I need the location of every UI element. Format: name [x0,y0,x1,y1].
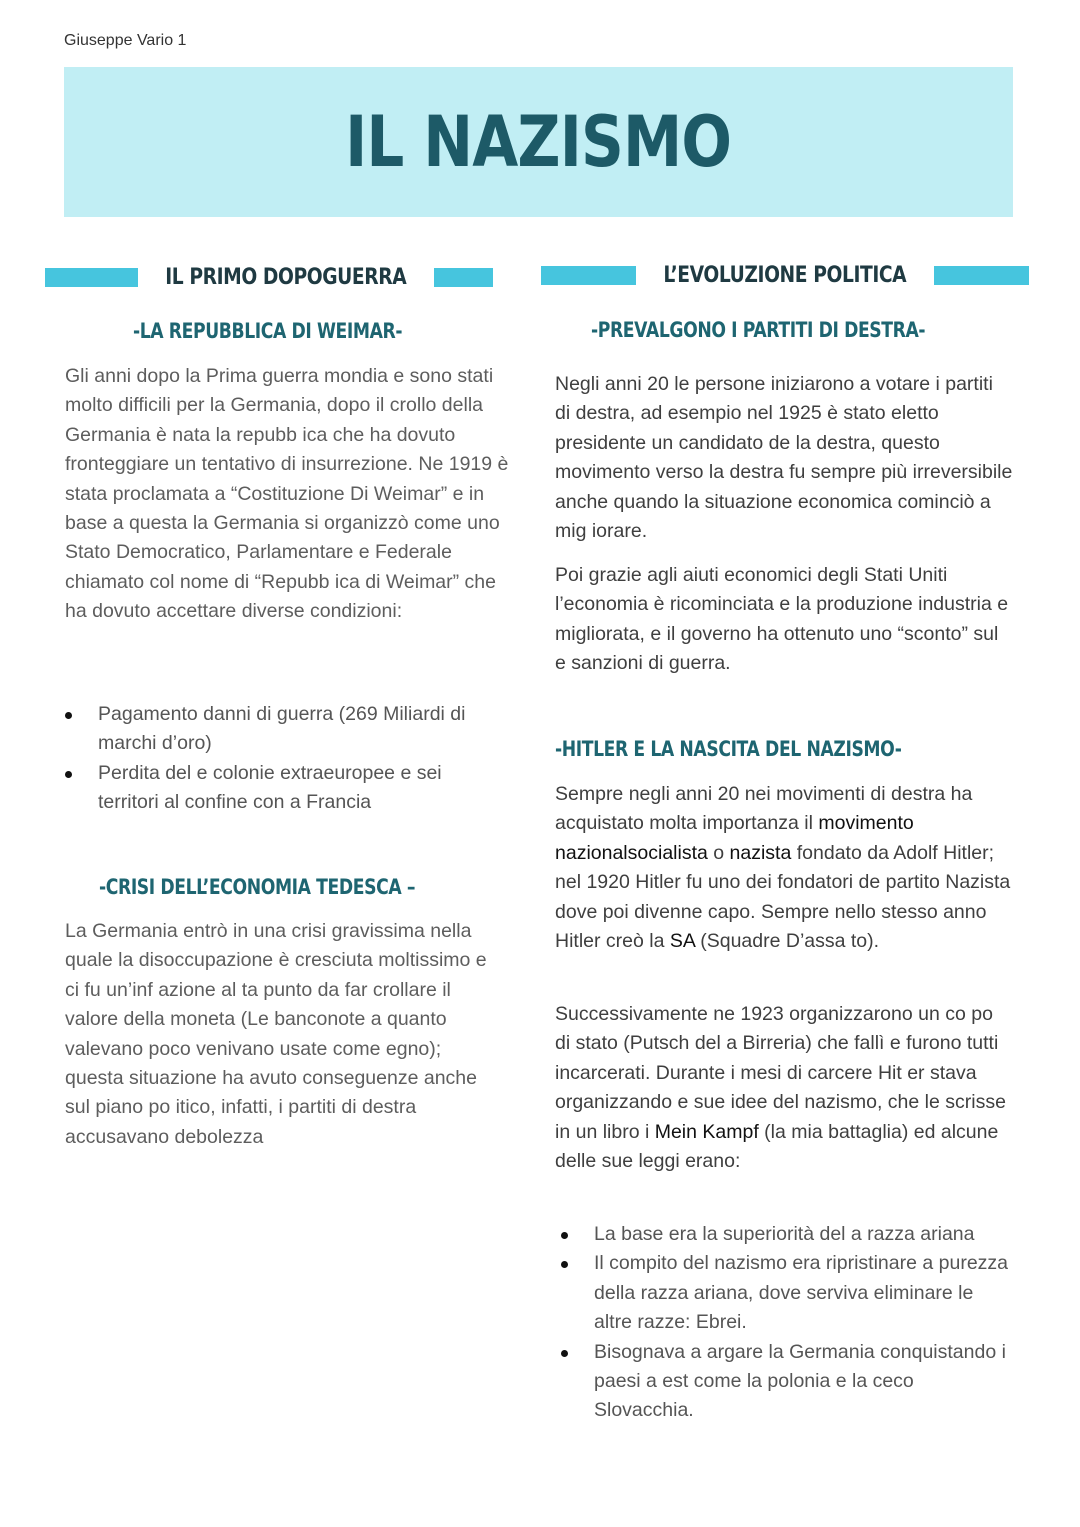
text-span: Sempre negli anni 20 nei movimenti di destra ha acquistato molta importanza il [555,783,973,835]
title-banner [64,67,1013,217]
list-item: Il compito del nazismo era ripristinare a purezza della razza ariana, dove serviva eliminare le altre razze: Ebrei. [541,1249,1011,1337]
list-conditions [45,700,505,818]
paragraph-destra-1: Negli anni 20 le persone iniziarono a votare i partiti di destra, ad esempio nel 1925 è stato eletto presidente un candidato de la destra, questo movimento verso la destra fu sempre più irreversibile anche quando la situazione economica cominciò a mig iorare. [555,373,1013,543]
paragraph-hitler-2 [555,1000,1013,1176]
section-heading-primo-dopoguerra [45,266,493,288]
paragraph-weimar: Gli anni dopo la Prima guerra mondia e sono stati molto difficili per la Germania, dopo il crollo della Germania è nata la repubb ica che ha dovuto fronteggiare un tentativo di insurrezione. Ne 1919 è stata proclamata a “Costituzione Di Weimar” e in base a questa la Germania si organizzò come uno Stato Democratico, Parlamentare e Federale chiamato col nome di “Repubb ica di Weimar” che ha dovuto accettare diverse condizioni: [65,365,509,623]
heading-bar-right [934,266,1029,285]
subheading-weimar: -LA REPUBBLICA DI WEIMAR- [133,319,403,343]
section-heading-label: IL PRIMO DOPOGUERRA [165,264,407,290]
subheading-crisi: -CRISI DELL’ECONOMIA TEDESCA – [99,875,416,899]
subheading-destra: -PREVALGONO I PARTITI DI DESTRA- [591,318,926,342]
text-span: Successivamente ne 1923 organizzarono un co po di stato (Putsch del a Birreria) che fallì e furono tutti incarcerati. Durante i mesi di carcere Hit er stava organizzando e sue idee del nazismo, che le scrisse in un libro i [555,1003,1006,1143]
paragraph-crisi: La Germania entrò in una crisi gravissima nella quale la disoccupazione è cresciuta moltissimo e ci fu un’inf azione al ta punto da far crollare il valore della moneta (Le banconote a quanto valevano poco venivano usate come egno); questa situazione ha avuto conseguenze anche sul piano po itico, infatti, i partiti di destra accusavano debolezza [65,920,487,1148]
paragraph-hitler-1 [555,780,1013,956]
highlight-movimento: movimento nazionalsocialista [555,812,914,864]
highlight-sa: SA [669,930,695,953]
list-item: La base era la superiorità del a razza ariana [541,1220,1011,1249]
heading-bar-left [45,268,138,287]
list-item: Pagamento danni di guerra (269 Miliardi di marchi d’oro) [45,700,505,759]
list-item: Perdita del e colonie extraeuropee e sei territori al confine con a Francia [45,759,505,818]
section-heading-evoluzione-politica [541,264,1011,286]
paragraph-destra-2: Poi grazie agli aiuti economici degli Stati Uniti l’economia è ricominciata e la produzione industria e migliorata, e il governo ha ottenuto uno “sconto” sul e sanzioni di guerra. [555,564,1009,675]
highlight-nazista: nazista [729,841,792,864]
text-span: o [707,841,730,864]
heading-bar-right [434,268,493,287]
subheading-hitler: -HITLER E LA NASCITA DEL NAZISMO- [555,737,902,761]
list-leggi [541,1220,1011,1426]
list-item: Bisognava a argare la Germania conquistando i paesi a est come la polonia e la ceco Slovacchia. [541,1338,1011,1426]
highlight-mein-kampf: Mein Kampf [654,1120,759,1143]
author-name: Giuseppe Vario 1 [64,32,187,49]
text-span: (la mia battaglia) ed alcune delle sue leggi erano: [555,1120,999,1173]
text-span: fondato da Adolf Hitler; nel 1920 Hitler fu uno dei fondatori de partito Nazista dove poi divenne capo. Sempre nello stesso anno Hitler creò la [555,841,1011,953]
section-heading-label: L’EVOLUZIONE POLITICA [663,262,907,288]
page-title: IL NAZISMO [345,101,732,183]
text-span: (Squadre D’assa to). [694,930,880,953]
heading-bar-left [541,266,636,285]
